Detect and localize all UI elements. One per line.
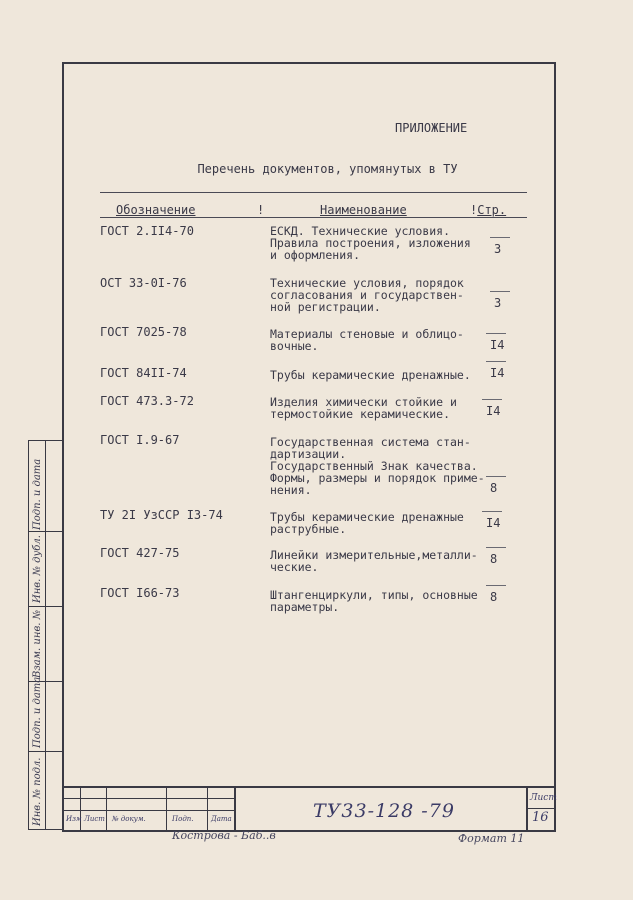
sheet-label: Лист [530, 793, 557, 803]
side-label-original-inventory: Инв. № подл. [32, 757, 43, 826]
column-header-designation: Обозначение [116, 203, 196, 217]
list-title: Перечень документов, упомянутых в ТУ [197, 162, 458, 176]
title-col-sheet: Лист [84, 815, 105, 823]
table-row-code: ГОСТ 2.II4-70 [100, 224, 194, 238]
table-row-name: Государственная система стан- дартизации. Государственный Знак качества. Формы, размеры и порядок приме- нения. [270, 435, 485, 497]
table-row-page: I4 [486, 404, 500, 418]
column-header-page: !Стр. [470, 203, 507, 217]
table-row-name: Технические условия, порядок согласования и государствен- ной регистрации. [270, 276, 464, 314]
side-label-replacement-inventory: Взам. инв. № [32, 609, 43, 678]
table-row-name: Трубы керамические дренажные. [270, 368, 471, 382]
table-row-page: I4 [490, 366, 504, 380]
table-row-page: I4 [486, 516, 500, 530]
table-row-name: Штангенциркули, типы, основные параметры. [270, 588, 478, 614]
table-row-code: ГОСТ 427-75 [100, 546, 180, 560]
table-row-code: ГОСТ 84II-74 [100, 366, 187, 380]
table-header-rule [100, 217, 527, 218]
table-row-name: Материалы стеновые и облицо- вочные. [270, 327, 464, 353]
title-block [62, 786, 556, 832]
sheet-number: 16 [532, 810, 549, 825]
side-label-signature-date-2: Подп. и дата [32, 676, 43, 748]
table-row-name: Изделия химически стойкие и термостойкие керамические. [270, 395, 457, 421]
title-col-signature: Подп. [172, 815, 194, 823]
column-separator: ! [257, 203, 265, 217]
table-row-name: Линейки измерительные,металли- ческие. [270, 548, 478, 574]
table-row-code: ОСТ 33-0I-76 [100, 276, 187, 290]
column-header-name: Наименование [320, 203, 407, 217]
title-col-date: Дата [211, 815, 232, 823]
title-col-docnum: № докум. [112, 815, 146, 823]
appendix-heading: ПРИЛОЖЕНИЕ [395, 121, 468, 135]
table-row-code: ГОСТ I.9-67 [100, 433, 180, 447]
paper-format: Формат 11 [458, 832, 525, 845]
side-label-duplicate-inventory: Инв. № дубл. [32, 535, 43, 603]
table-row-code: ГОСТ I66-73 [100, 586, 180, 600]
table-row-page: 8 [490, 481, 497, 495]
table-row-page: I4 [490, 338, 504, 352]
table-row-name: ЕСКД. Технические условия. Правила построения, изложения и оформления. [270, 224, 471, 262]
handwritten-signature: Кострова - Баб..в [172, 829, 276, 842]
table-row-page: 3 [494, 296, 501, 310]
table-row-name: Трубы керамические дренажные раструбные. [270, 510, 464, 536]
table-row-code: ГОСТ 473.3-72 [100, 394, 194, 408]
document-code: ТУ33-128 -79 [313, 800, 455, 822]
side-label-signature-date: Подп. и дата [32, 458, 43, 530]
table-row-code: ГОСТ 7025-78 [100, 325, 187, 339]
table-row-page: 3 [494, 242, 501, 256]
title-col-change: Изм [66, 815, 82, 823]
table-row-code: ТУ 2I УзССР I3-74 [100, 508, 223, 522]
table-top-rule [100, 192, 527, 193]
table-row-page: 8 [490, 590, 497, 604]
table-row-page: 8 [490, 552, 497, 566]
